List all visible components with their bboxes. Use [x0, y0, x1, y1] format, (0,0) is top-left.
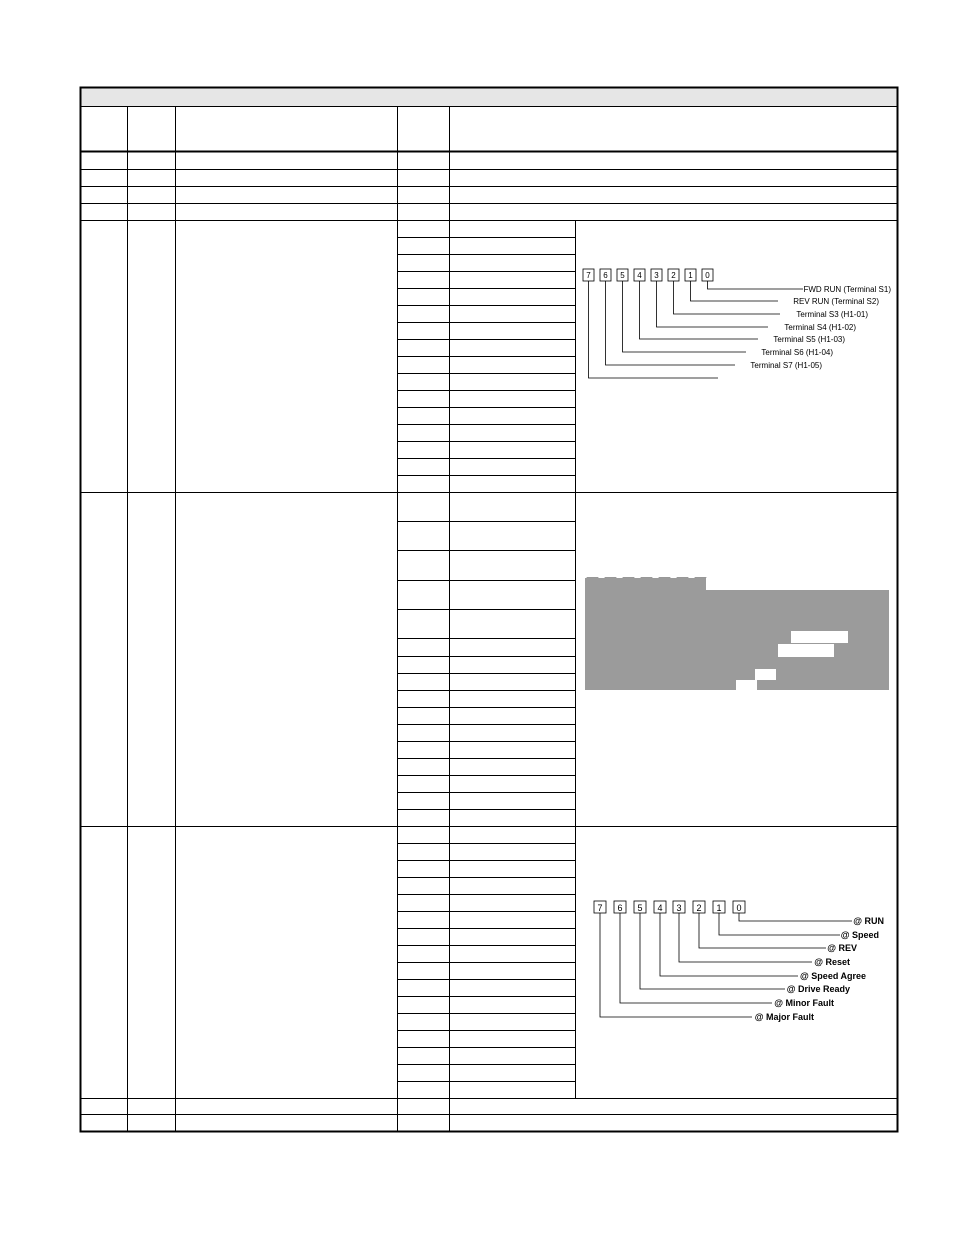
status-label-run: @ RUN: [853, 916, 884, 926]
status-label-minor-fault: @ Minor Fault: [774, 998, 834, 1008]
redaction-box: [585, 578, 889, 690]
redaction-white-block-4: [755, 669, 776, 680]
bit-label-6: 6: [603, 271, 608, 280]
status-label-drive-ready: @ Drive Ready: [786, 984, 850, 994]
bit-label-0: 0: [705, 271, 710, 280]
bit3-label-4: 4: [657, 903, 663, 913]
bit3-label-2: 2: [696, 903, 702, 913]
subrows-group-3: [397, 844, 576, 1082]
bit3-label-0: 0: [736, 903, 742, 913]
input-label-s2: REV RUN (Terminal S2): [793, 297, 879, 306]
input-label-s1: FWD RUN (Terminal S1): [803, 285, 891, 294]
bit-label-3: 3: [654, 271, 659, 280]
status-label-reset: @ Reset: [814, 957, 850, 967]
bit3-label-5: 5: [637, 903, 643, 913]
subrows-group-2: [397, 522, 576, 810]
input-label-s7: Terminal S7 (H1-05): [750, 361, 822, 370]
subrows-group-1: [397, 238, 576, 476]
status-label-rev: @ REV: [827, 943, 857, 953]
redaction-white-block-3: [778, 644, 834, 657]
input-terminal-diagram: [583, 269, 891, 378]
status-label-major-fault: @ Major Fault: [754, 1012, 814, 1022]
bit3-label-6: 6: [617, 903, 623, 913]
bit3-label-7: 7: [597, 903, 603, 913]
redaction-white-block-1: [706, 578, 889, 590]
bit-label-5: 5: [620, 271, 625, 280]
input-label-s6: Terminal S6 (H1-04): [761, 348, 833, 357]
redaction-white-block-5: [736, 680, 757, 690]
bit3-label-1: 1: [716, 903, 722, 913]
status-label-speed-agree: @ Speed Agree: [800, 971, 866, 981]
status-bit-diagram: [594, 901, 884, 1022]
input-label-s4: Terminal S4 (H1-02): [784, 323, 856, 332]
status-label-speed: @ Speed: [840, 930, 879, 940]
bit-label-1: 1: [688, 271, 693, 280]
bit-label-4: 4: [637, 271, 642, 280]
redaction-white-block-2: [791, 631, 848, 643]
input-label-s3: Terminal S3 (H1-01): [796, 310, 868, 319]
input-label-s5: Terminal S5 (H1-03): [773, 335, 845, 344]
bit-label-2: 2: [671, 271, 676, 280]
bit3-label-3: 3: [676, 903, 682, 913]
bit-label-7: 7: [586, 271, 591, 280]
